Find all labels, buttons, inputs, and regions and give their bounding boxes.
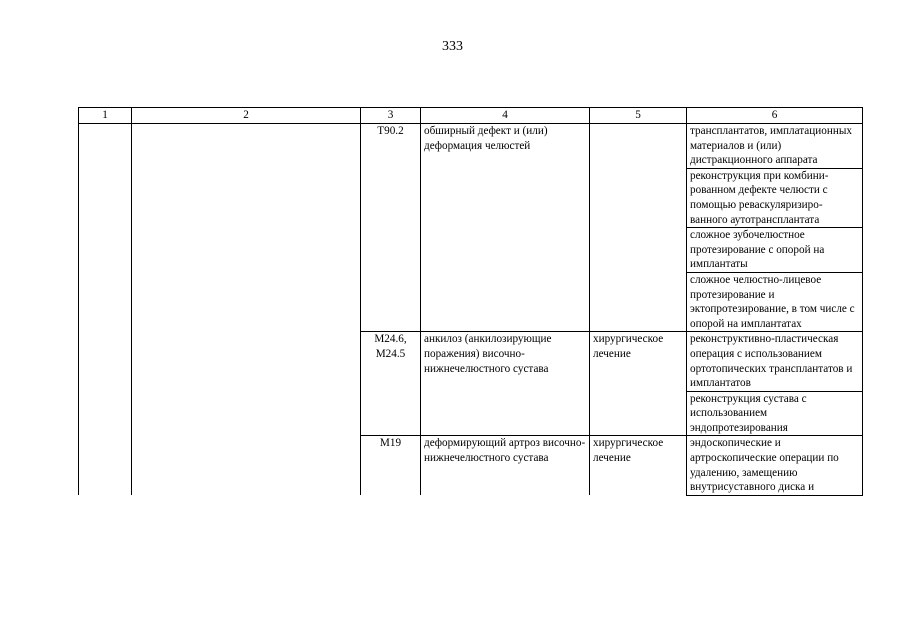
method-cell: эндоскопические и артроскопические операции по удалению, замещению внутрисуставного диска и — [687, 436, 863, 495]
icd-code-cell: T90.2 — [361, 124, 421, 332]
treatment-type-cell — [590, 124, 687, 332]
cell-col2 — [132, 124, 361, 496]
method-cell: реконструктивно-пластическая операция с использованием ортотопических трансплантатов и имплантатов — [687, 332, 863, 391]
method-cell: реконструкция при комбини-рованном дефекте челюсти с помощью реваскуляризиро-ванного аутотрансплантата — [687, 168, 863, 227]
column-header-3: 3 — [361, 108, 421, 124]
column-header-5: 5 — [590, 108, 687, 124]
column-header-1: 1 — [79, 108, 132, 124]
medical-care-table — [78, 107, 863, 495]
table-row — [79, 124, 863, 169]
column-header-2: 2 — [132, 108, 361, 124]
icd-code-cell: M19 — [361, 436, 421, 495]
method-cell: сложное челюстно-лицевое протезирование и эктопротезирование, в том числе с опорой на имплантатах — [687, 272, 863, 331]
method-cell: сложное зубочелюстное протезирование с опорой на имплантаты — [687, 228, 863, 273]
icd-code-cell: M24.6, M24.5 — [361, 332, 421, 436]
diagnosis-cell: деформирующий артроз височно-нижнечелюстного сустава — [421, 436, 590, 495]
column-header-4: 4 — [421, 108, 590, 124]
column-number-row — [79, 108, 863, 124]
column-header-6: 6 — [687, 108, 863, 124]
cell-col1 — [79, 124, 132, 496]
method-cell: реконструкция сустава с использованием эндопротезирования — [687, 391, 863, 436]
diagnosis-cell: обширный дефект и (или) деформация челюстей — [421, 124, 590, 332]
page-number: 333 — [442, 39, 463, 54]
method-cell: трансплантатов, имплатационных материалов и (или) дистракционного аппарата — [687, 124, 863, 169]
treatment-type-cell: хирургическое лечение — [590, 332, 687, 436]
treatment-type-cell: хирургическое лечение — [590, 436, 687, 495]
diagnosis-cell: анкилоз (анкилозирующие поражения) височно-нижнечелюстного сустава — [421, 332, 590, 436]
